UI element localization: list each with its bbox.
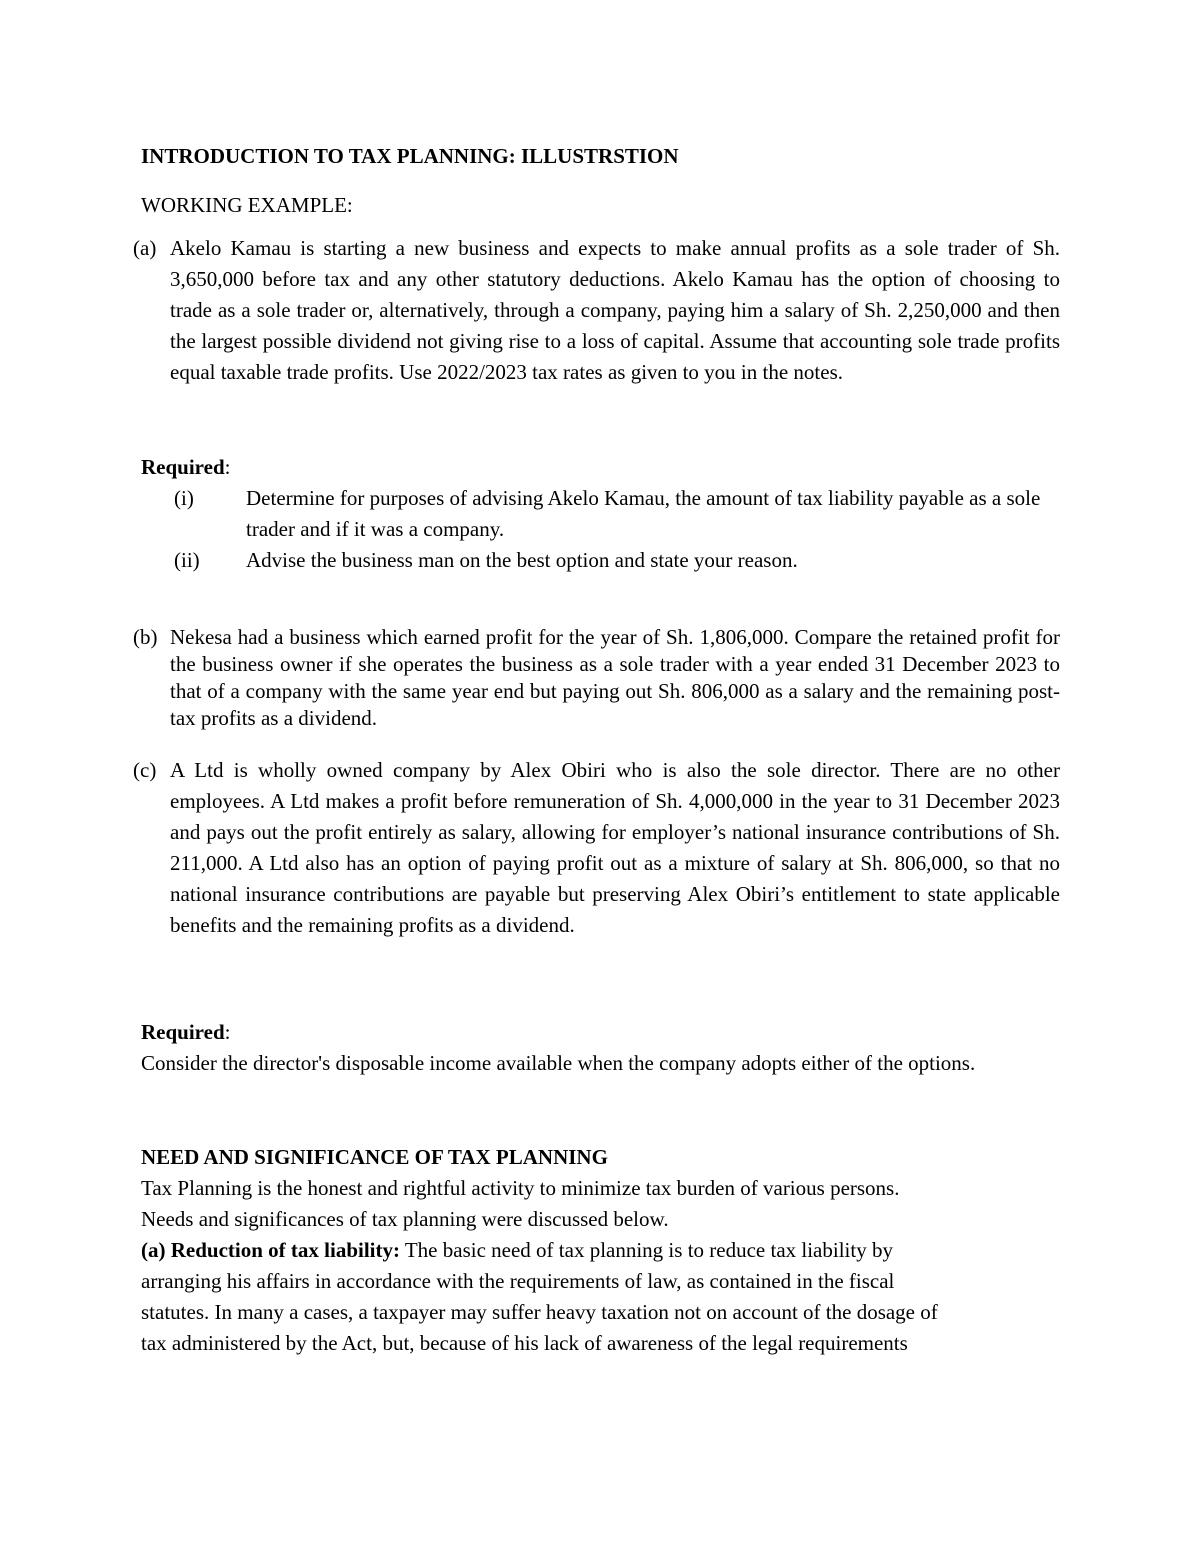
required-1-heading	[141, 452, 230, 483]
need-section-intro: Tax Planning is the honest and rightful activity to minimize tax burden of various persons. Needs and significances of tax planning were discussed below.	[141, 1176, 900, 1231]
required-1-item-1-num: (i)	[174, 486, 194, 510]
required-1-item-2-num: (ii)	[174, 548, 200, 572]
need-point-a-label: (a) Reduction of tax liability:	[141, 1238, 400, 1262]
part-b-marker: (b)	[133, 625, 158, 649]
required-2-colon: :	[224, 1020, 231, 1044]
required-2-text: Consider the director's disposable income available when the company adopts either of the options.	[141, 1051, 976, 1075]
required-1-label: Required	[141, 455, 225, 479]
required-1-item-1-text: Determine for purposes of advising Akelo Kamau, the amount of tax liability payable as a sole trader and if it was a company.	[246, 486, 1041, 541]
required-1-colon: :	[224, 455, 231, 479]
part-a-marker: (a)	[133, 236, 157, 260]
required-2-heading	[141, 1017, 230, 1048]
part-c-text: A Ltd is wholly owned company by Alex Obiri who is also the sole director. There are no other employees. A Ltd makes a profit before remuneration of Sh. 4,000,000 in the year to 31 December 2023 and pays out the profit entirely as salary, allowing for employer’s national insurance contributions of Sh. 211,000. A Ltd also has an option of paying profit out as a mixture of salary at Sh. 806,000, so that no national insurance contributions are payable but preserving Alex Obiri’s entitlement to state applicable benefits and the remaining profits as a dividend.	[170, 758, 1060, 937]
part-a-text: Akelo Kamau is starting a new business and expects to make annual profits as a sole trader of Sh. 3,650,000 before tax and any other statutory deductions. Akelo Kamau has the option of choosing to trade as a sole trader or, alternatively, through a company, paying him a salary of Sh. 2,250,000 and then the largest possible dividend not giving rise to a loss of capital. Assume that accounting sole trade profits equal taxable trade profits. Use 2022/2023 tax rates as given to you in the notes.	[170, 236, 1060, 384]
need-point-a	[141, 1235, 956, 1359]
part-b-text: Nekesa had a business which earned profit for the year of Sh. 1,806,000. Compare the retained profit for the business owner if she operates the business as a sole trader with a year ended 31 December 2023 to that of a company with the same year end but paying out Sh. 806,000 as a salary and the remaining post-tax profits as a dividend.	[170, 625, 1060, 730]
need-point-a-text: The basic need of tax planning is to reduce tax liability by arranging his affairs in accordance with the requirements of law, as contained in the fiscal statutes. In many a cases, a taxpayer may suffer heavy taxation not on account of the dosage of tax administered by the Act, but, because of his lack of awareness of the legal requirements	[141, 1238, 938, 1355]
need-section-heading: NEED AND SIGNIFICANCE OF TAX PLANNING	[141, 1145, 608, 1169]
required-2-label: Required	[141, 1020, 225, 1044]
part-c-marker: (c)	[133, 758, 157, 782]
required-1-item-2-text: Advise the business man on the best option and state your reason.	[246, 548, 798, 572]
working-example-heading: WORKING EXAMPLE:	[141, 193, 353, 217]
page-title: INTRODUCTION TO TAX PLANNING: ILLUSTRSTION	[141, 144, 679, 168]
